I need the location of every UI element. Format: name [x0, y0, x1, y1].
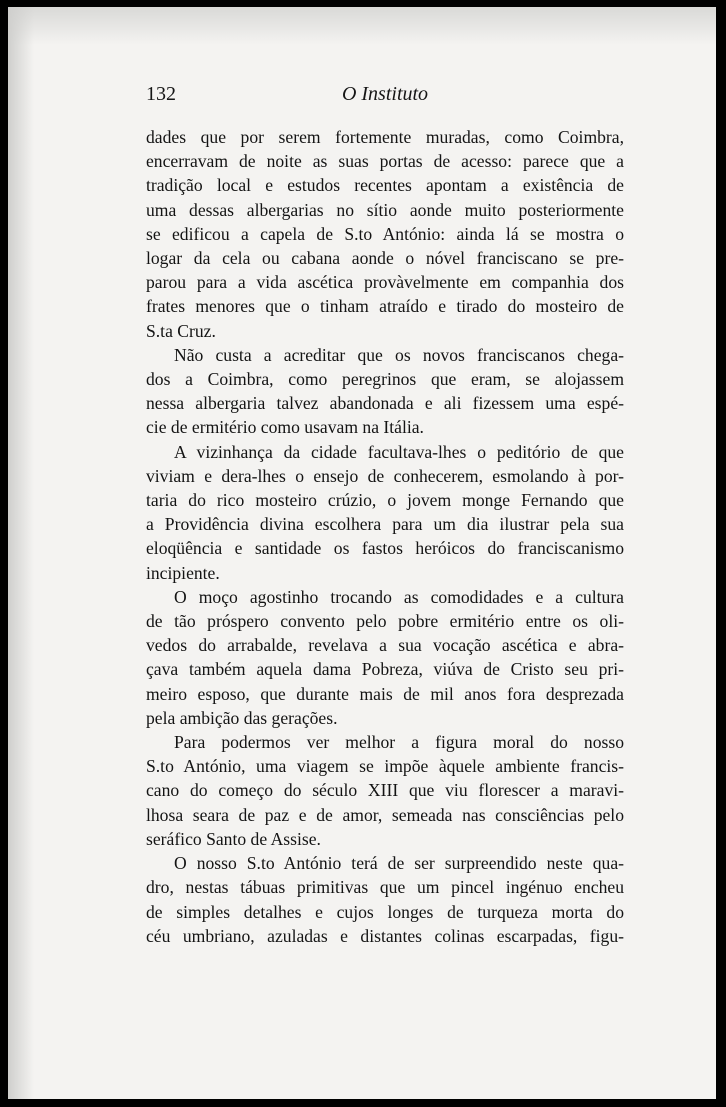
- text-line: taria do rico mosteiro crúzio, o jovem monge Fernando que: [146, 490, 624, 511]
- text-line: dro, nestas tábuas primitivas que um pincel ingénuo encheu: [146, 877, 624, 898]
- text-line: seráfico Santo de Assise.: [146, 828, 321, 849]
- text-line: nessa albergaria talvez abandonada e ali fizessem uma espé-: [146, 393, 624, 414]
- page-header: [146, 83, 624, 113]
- paragraph: [146, 343, 624, 440]
- text-line: frates menores que o tinham atraído e tirado do mosteiro de: [146, 296, 624, 317]
- paragraph: [146, 851, 624, 948]
- scan-shadow-top: [8, 7, 716, 45]
- text-line: se edificou a capela de S.to António: ainda lá se mostra o: [146, 223, 624, 244]
- text-line: incipiente.: [146, 562, 220, 583]
- text-line: vedos do arrabalde, revelava a sua vocação ascética e abra-: [146, 635, 624, 656]
- text-line: O moço agostinho trocando as comodidades e a cultura: [174, 586, 624, 607]
- text-line: S.to António, uma viagem se impõe àquele ambiente francis-: [146, 756, 624, 777]
- text-line: dades que por serem fortemente muradas, como Coimbra,: [146, 127, 624, 147]
- text-line: pela ambição das gerações.: [146, 707, 338, 728]
- text-line: logar da cela ou cabana aonde o nóvel franciscano se pre-: [146, 248, 624, 269]
- page-scan: [8, 7, 716, 1099]
- running-title: O Instituto: [341, 83, 429, 105]
- text-line: cie de ermitério como usavam na Itália.: [146, 417, 424, 438]
- paragraph: [146, 440, 624, 585]
- text-line: a Providência divina escolhera para um dia ilustrar pela sua: [146, 514, 624, 535]
- text-line: cano do começo do século XIII que viu florescer a maravi-: [146, 780, 624, 801]
- text-line: uma dessas albergarias no sítio aonde muito posteriormente: [146, 199, 624, 220]
- text-line: encerravam de noite as suas portas de acesso: parece que a: [146, 151, 624, 172]
- body-text: [146, 125, 624, 948]
- text-line: S.ta Cruz.: [146, 320, 216, 341]
- text-line: Não custa a acreditar que os novos franciscanos chega-: [174, 344, 624, 365]
- text-line: A vizinhança da cidade facultava-lhes o peditório de que: [174, 441, 624, 462]
- paragraph: [146, 730, 624, 851]
- text-line: de simples detalhes e cujos longes de turqueza morta do: [146, 901, 624, 922]
- page-number: 132: [146, 83, 176, 105]
- paragraph: [146, 125, 624, 343]
- text-line: çava também aquela dama Pobreza, viúva de Cristo seu pri-: [146, 659, 624, 680]
- paragraph: [146, 585, 624, 730]
- text-line: eloqüência e santidade os fastos heróicos do franciscanismo: [146, 538, 624, 559]
- text-line: tradição local e estudos recentes apontam a existência de: [146, 175, 624, 196]
- text-line: dos a Coimbra, como peregrinos que eram, se alojassem: [146, 369, 624, 390]
- text-line: O nosso S.to António terá de ser surpreendido neste qua-: [174, 853, 624, 874]
- text-line: meiro esposo, que durante mais de mil anos fora desprezada: [146, 683, 624, 704]
- text-line: de tão próspero convento pelo pobre ermitério entre os oli-: [146, 611, 624, 632]
- text-line: parou para a vida ascética provàvelmente em companhia dos: [146, 272, 624, 293]
- text-line: lhosa seara de paz e de amor, semeada nas consciências pelo: [146, 804, 624, 825]
- scan-shadow-left: [8, 7, 34, 1099]
- text-line: Para podermos ver melhor a figura moral do nosso: [174, 732, 624, 753]
- text-line: viviam e dera-lhes o ensejo de conhecerem, esmolando à por-: [146, 465, 624, 486]
- text-line: céu umbriano, azuladas e distantes colinas escarpadas, figu-: [146, 925, 624, 946]
